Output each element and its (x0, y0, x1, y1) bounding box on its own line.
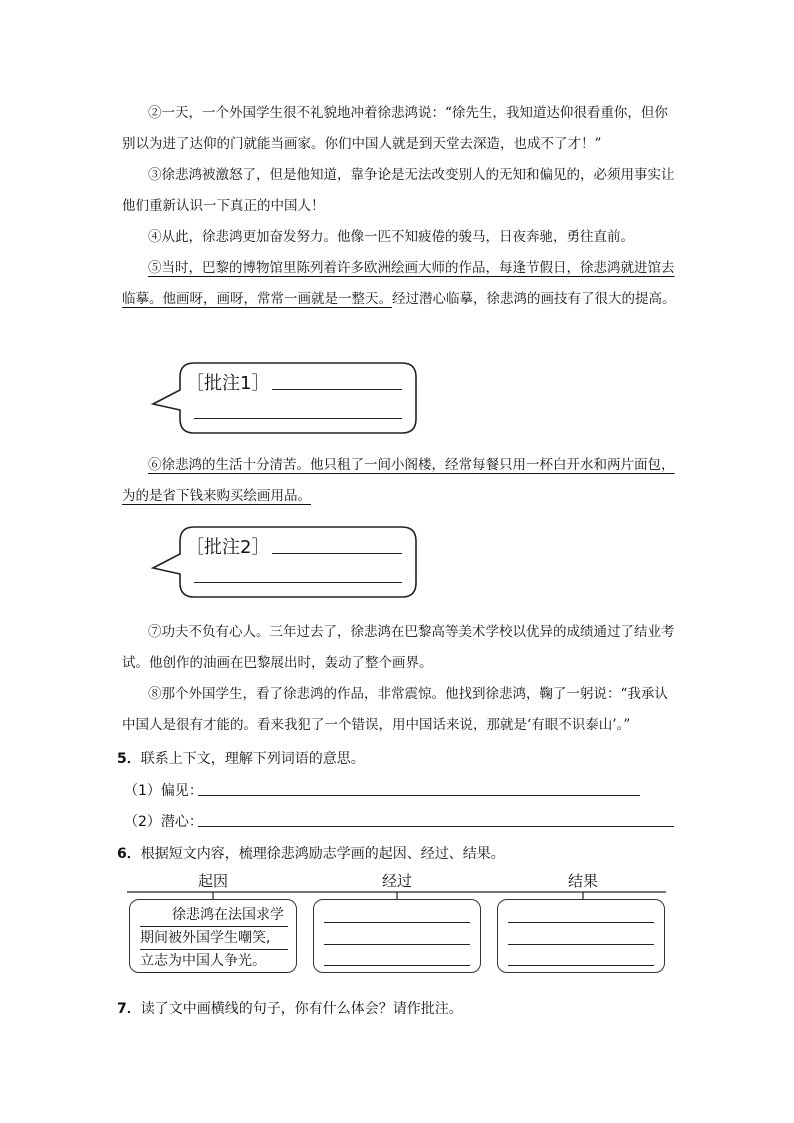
result-answer-line-1[interactable] (508, 922, 654, 923)
annotation-label-2: ［批注2］ (186, 537, 270, 558)
cause-line-3: 立志为中国人争光。 (140, 950, 288, 973)
result-answer-line-3[interactable] (508, 965, 654, 966)
flow-box-cause (129, 899, 297, 973)
paragraph-2: ②一天，一个外国学生很不礼貌地冲着徐悲鸿说：“徐先生，我知道达仰很看重你，但你别以为进了达仰的门就能当画家。你们中国人就是到天堂去深造，也成不了才！” (122, 105, 668, 152)
process-answer-line-2[interactable] (324, 944, 470, 945)
flow-head-process: 经过 (381, 872, 412, 890)
cause-line-2: 期间被外国学生嘲笑, (140, 927, 288, 950)
flow-head-cause: 起因 (197, 872, 228, 890)
paragraph-4: ④从此，徐悲鸿更加奋发努力。他像一匹不知疲倦的骏马，日夜奔驰，勇往直前。 (148, 229, 634, 245)
flow-box-result (497, 899, 665, 973)
result-answer-line-2[interactable] (508, 944, 654, 945)
question-6-text: 根据短文内容，梳理徐悲鸿励志学画的起因、经过、结果。 (140, 846, 505, 862)
question-5-item-2: （2）潜心： (124, 814, 203, 830)
flow-box-process (313, 899, 481, 973)
process-answer-line-3[interactable] (324, 965, 470, 966)
question-7-text: 读了文中画横线的句子，你有什么体会？请作批注。 (140, 1001, 463, 1017)
paragraph-3: ③徐悲鸿被激怒了，但是他知道，靠争论是无法改变别人的无知和偏见的，必须用事实让他们重新认识一下真正的中国人！ (122, 167, 675, 214)
question-5-item-1: （1）偏见： (124, 783, 203, 799)
paragraph-6-underlined: ⑥徐悲鸿的生活十分清苦。他只租了一间小阁楼，经常每餐只用一杯白开水和两片面包，为的是省下钱来购买绘画用品。 (122, 457, 675, 504)
paragraph-5-rest: 经过潜心临摹，徐悲鸿的画技有了很大的提高。 (392, 291, 676, 307)
process-answer-line-1[interactable] (324, 922, 470, 923)
paragraph-7: ⑦功夫不负有心人。三年过去了，徐悲鸿在巴黎高等美术学校以优异的成绩通过了结业考试。他创作的油画在巴黎展出时，轰动了整个画界。 (122, 624, 675, 671)
question-5-text: 联系上下文，理解下列词语的意思。 (140, 751, 365, 767)
question-5-number: 5． (117, 751, 141, 767)
underlined-sentence-1: ⑤当时，巴黎的博物馆里陈列着许多欧洲绘画大师的作品，每逢节假日，徐悲鸿就进馆去临摹。他画呀，画呀，常常一画就是一整天。 (122, 260, 675, 307)
cause-answer (140, 904, 288, 973)
question-6-number: 6． (117, 846, 141, 862)
cause-line-1: 徐悲鸿在法国求学 (140, 904, 288, 927)
question-7 (117, 998, 463, 1018)
question-7-number: 7． (117, 1001, 141, 1017)
paragraph-8: ⑧那个外国学生，看了徐悲鸿的作品，非常震惊。他找到徐悲鸿，鞠了一躬说：“我承认中国人是很有才能的。看来我犯了一个错误，用中国话来说，那就是‘有眼不识泰山’。” (122, 686, 668, 733)
flow-head-result: 结果 (567, 872, 598, 890)
annotation-label-1: ［批注1］ (186, 373, 270, 394)
